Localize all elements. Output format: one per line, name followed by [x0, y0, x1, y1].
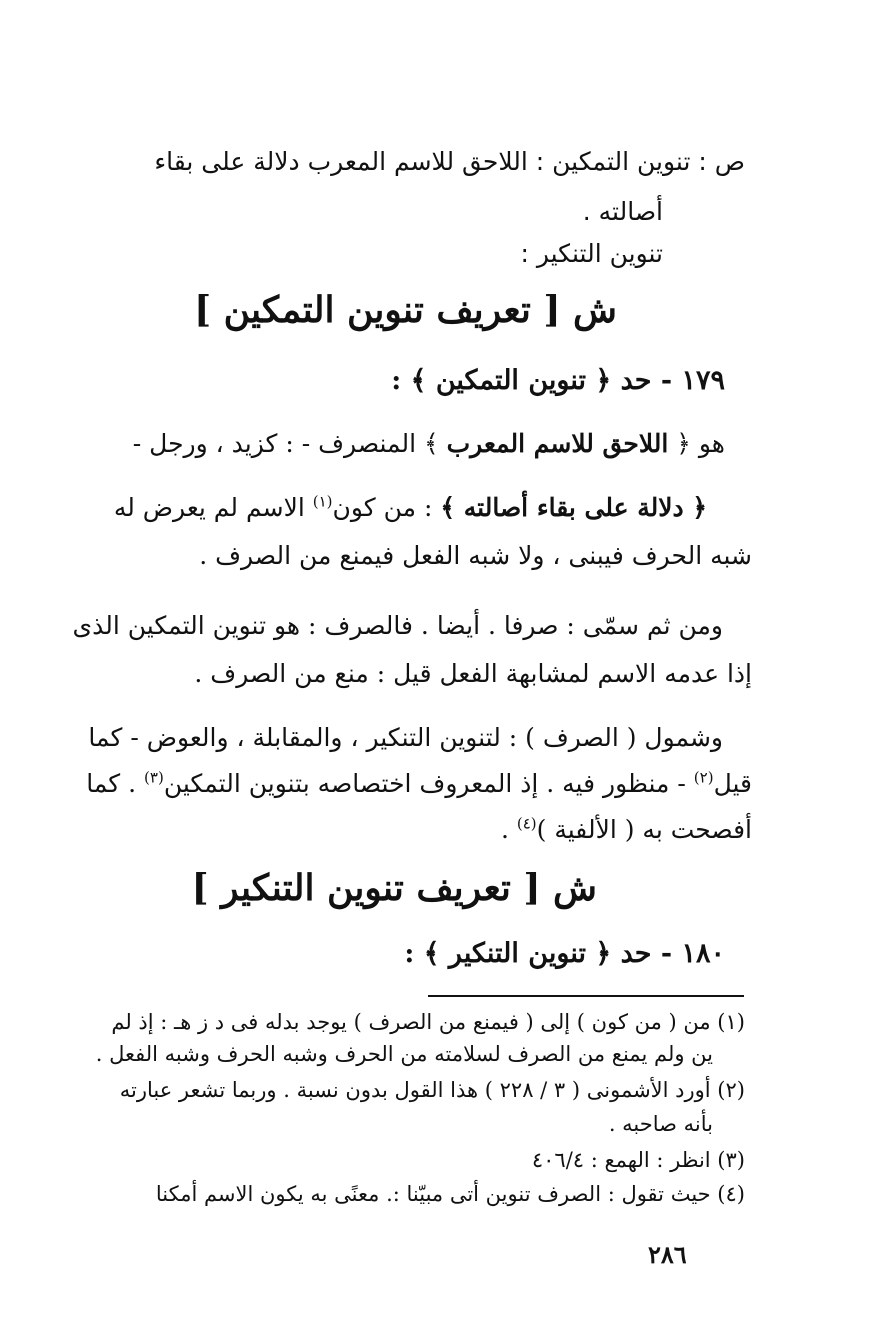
footnote-2-line-2: بأنه صاحبه .	[608, 1112, 713, 1136]
paragraph-4-line-2	[86, 770, 752, 799]
matn-text: : تنوين التمكين : اللاحق للاسم المعرب دلالة على بقاء	[154, 147, 707, 176]
footnote-4-line-1: (٤) حيث تقول : الصرف تنوين أتى مبيّنا :. معنًى به يكون الاسم أمكنا	[155, 1182, 745, 1206]
paragraph-4-line-1: وشمول ( الصرف ) : لتنوين التنكير ، والمقابلة ، والعوض - كما	[88, 723, 723, 752]
footnote-ref-2: (٢)	[693, 768, 714, 787]
footnote-ref-3: (٣)	[144, 768, 164, 787]
footnote-2-line-1: (٢) أورد الأشمونى ( ٣ / ٢٢٨ ) هذا القول بدون نسبة . وربما تشعر عبارته	[119, 1078, 745, 1102]
p4-text-e: .	[500, 815, 509, 844]
p2-text-bold: ﴿ دلالة على بقاء أصالته ﴾	[440, 493, 707, 522]
paragraph-1-line-1	[133, 430, 725, 459]
paragraph-3-line-1: ومن ثم سمّى : صرفا . أيضا . فالصرف : هو تنوين التمكين الذى	[72, 611, 723, 640]
page-number: ٢٨٦	[648, 1240, 687, 1269]
p1-text-b: ﴾ المنصرف - : كزيد ، ورجل -	[132, 429, 439, 458]
matn-line-1	[45, 148, 745, 177]
p1-text-a: هو ﴿	[676, 429, 725, 458]
matn-marker: ص	[714, 147, 745, 176]
matn-line-3: تنوين التنكير :	[520, 239, 663, 268]
p4-text-c: . كما	[86, 769, 137, 798]
matn-line-2: أصالته .	[582, 197, 663, 226]
hadd-179: ١٧٩ - حد ﴿ تنوين التمكين ﴾ :	[391, 365, 725, 396]
paragraph-4-line-3	[501, 816, 752, 845]
paragraph-3-line-2: إذا عدمه الاسم لمشابهة الفعل قيل : منع من الصرف .	[194, 659, 752, 688]
p4-text-b: - منظور فيه . إذ المعروف اختصاصه بتنوين التمكين	[163, 769, 686, 798]
footnote-ref-1: (١)	[312, 492, 333, 511]
section-heading-2: ش [ تعريف تنوين التنكير ]	[191, 867, 597, 909]
footnote-separator	[428, 995, 744, 997]
paragraph-2-line-1	[114, 494, 707, 523]
footnote-ref-4: (٤)	[516, 814, 537, 833]
p4-text-d: أفصحت به ( الألفية )	[536, 815, 752, 844]
footnote-1-line-1: (١) من ( من كون ) إلى ( فيمنع من الصرف ) يوجد بدله فى د ز هـ : إذ لم	[111, 1010, 745, 1034]
section-heading-1: ش [ تعريف تنوين التمكين ]	[194, 289, 617, 331]
p4-qila: قيل	[713, 769, 752, 798]
paragraph-2-line-2: شبه الحرف فيبنى ، ولا شبه الفعل فيمنع من الصرف .	[199, 541, 752, 570]
p1-text-bold: اللاحق للاسم المعرب	[446, 429, 669, 458]
footnote-3-line-1: (٣) انظر : الهمع : ٤٠٦/٤	[531, 1148, 745, 1172]
hadd-180: ١٨٠ - حد ﴿ تنوين التنكير ﴾ :	[404, 938, 725, 969]
p2-text-b: الاسم لم يعرض له	[113, 493, 305, 522]
p2-text-a: : من كون	[332, 493, 433, 522]
footnote-1-line-2: ين ولم يمنع من الصرف لسلامته من الحرف وشبه الحرف وشبه الفعل .	[95, 1042, 713, 1066]
